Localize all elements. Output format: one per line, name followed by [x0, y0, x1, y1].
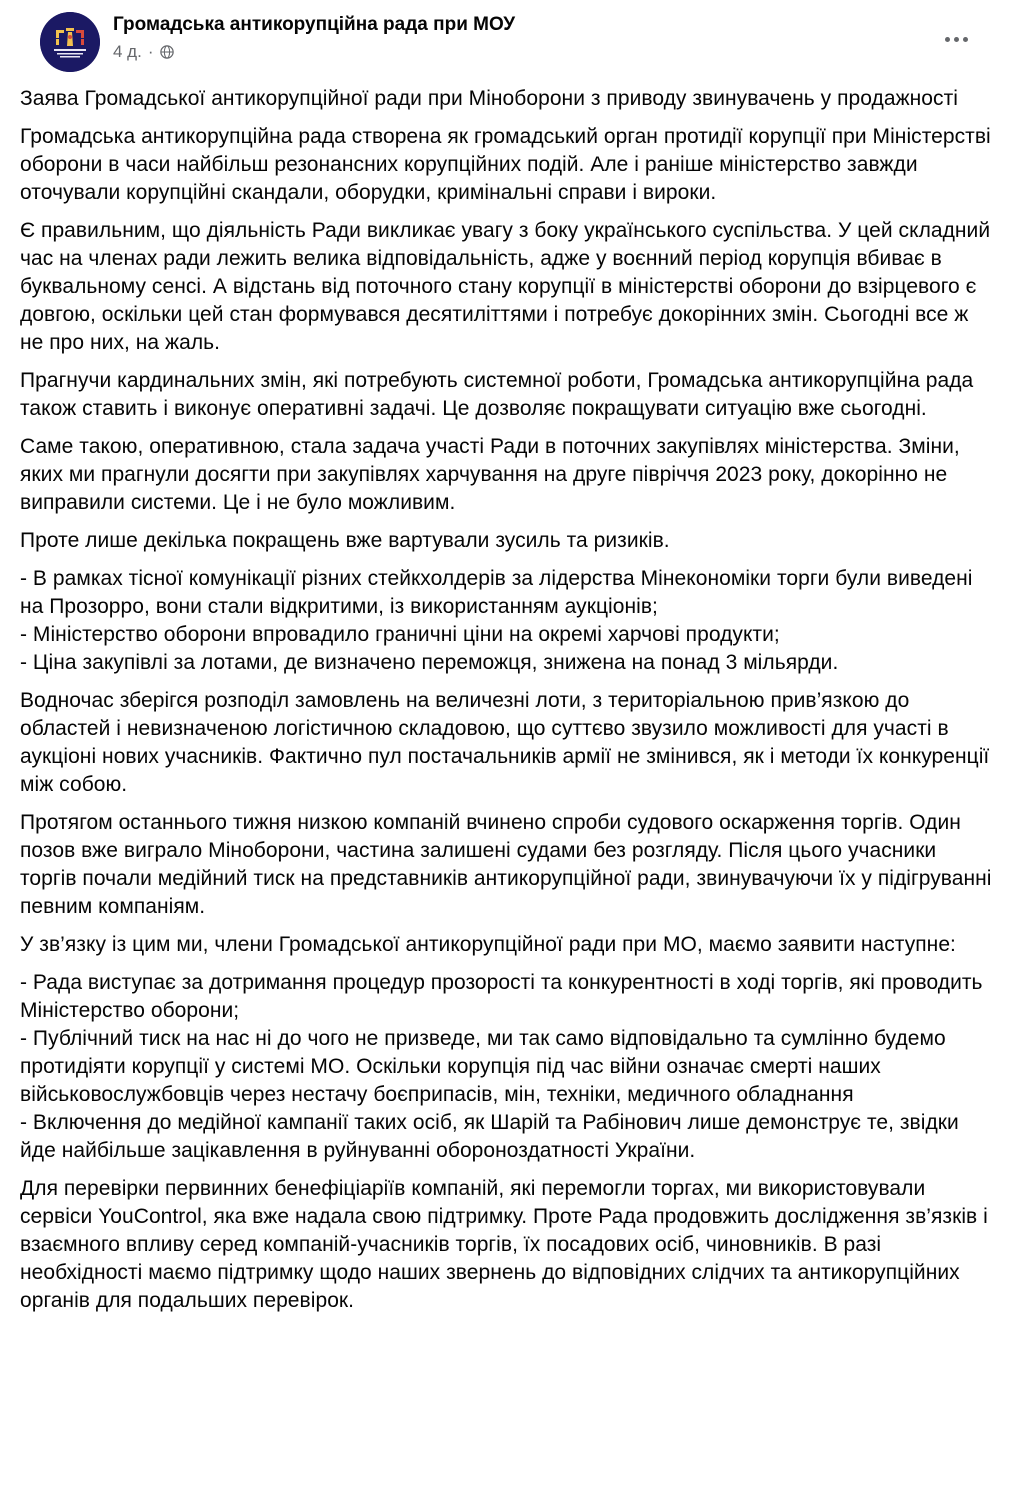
globe-icon[interactable]	[160, 45, 174, 59]
post-paragraph: - Рада виступає за дотримання процедур прозорості та конкурентності в ході торгів, які проводить Міністерство оборони; - Публічний тиск на нас ні до чого не призведе, ми так само відповідально та сумлінно будемо протидіяти корупції у системі МО. Оскільки корупція під час війни означає смерті наших військовослужбовців через нестачу боєприпасів, мін, техніки, медичного обладнання - Включення до медійної кампанії таких осіб, як Шарій та Рабінович лише демонструє те, звідки йде найбільше зацікавлення в руйнуванні обороноздатності України.	[20, 971, 983, 1162]
page-avatar[interactable]	[40, 12, 100, 72]
post-paragraph: Громадська антикорупційна рада створена як громадський орган протидії корупції при Міністерстві оборони в часи найбільш резонансних корупційних подій. Але і раніше міністерство завжди оточували корупційні скандали, оборудки, кримінальні справи і вироки.	[20, 125, 991, 204]
post-paragraph: Прагнучи кардинальних змін, які потребують системної роботи, Громадська антикорупційна рада також ставить і виконує оперативні задачі. Це дозволяє покращувати ситуацію вже сьогодні.	[20, 369, 974, 420]
more-options-button[interactable]	[938, 24, 974, 54]
post-paragraph: Водночас зберігся розподіл замовлень на величезні лоти, з територіальною прив’язкою до областей і невизначеною логістичною складовою, що суттєво звузило можливості для участі в аукціоні нових учасників. Фактично пул постачальників армії не змінився, як і методи їх конкуренції між собою.	[20, 689, 990, 796]
page-name[interactable]: Громадська антикорупційна рада при МОУ	[113, 14, 516, 35]
meta-separator: ·	[147, 42, 154, 61]
post-paragraph: Є правильним, що діяльність Ради викликає увагу з боку українського суспільства. У цей складний час на членах ради лежить велика відповідальність, адже у воєнний період корупція вбиває в буквальному сенсі. А відстань від поточного стану корупції в міністерстві оборони до взірцевого є довгою, оскільки цей стан формувався десятиліттями і потребує докорінних змін. Сьогодні все ж не про них, на жаль.	[20, 219, 991, 354]
post-paragraph: Саме такою, оперативною, стала задача участі Ради в поточних закупівлях міністерства. Зміни, яких ми прагнули досягти при закупівлях харчування на друге півріччя 2023 року, докорінно не виправили системи. Це і не було можливим.	[20, 435, 960, 514]
post-body	[20, 85, 995, 1325]
post-paragraph: - В рамках тісної комунікації різних стейкхолдерів за лідерства Мінекономіки торги були виведені на Прозорро, вони стали відкритими, із використанням аукціонів; - Міністерство оборони впровадило граничні ціни на окремі харчові продукти; - Ціна закупівлі за лотами, де визначено переможця, знижена на понад 3 мільярди.	[20, 567, 973, 674]
council-emblem-logo	[40, 12, 100, 72]
more-horizontal-icon	[945, 37, 968, 42]
post-header	[20, 0, 992, 82]
post-paragraph: Протягом останнього тижня низкою компаній вчинено спроби судового оскарження торгів. Один позов вже виграло Міноборони, частина залишені судами без розгляду. Після цього учасники торгів почали медійний тиск на представників антикорупційної ради, звинувачуючи їх у підігруванні певним компаніям.	[20, 811, 992, 918]
post-paragraph: Заява Громадської антикорупційної ради при Міноборони з приводу звинувачень у продажності	[20, 87, 958, 110]
post-paragraph: Проте лише декілька покращень вже вартували зусиль та ризиків.	[20, 529, 670, 552]
post-paragraph: Для перевірки первинних бенефіціаріїв компаній, які перемогли торгах, ми використовували сервіси YouControl, яка вже надала свою підтримку. Проте Рада продовжить дослідження зв’язків і взаємного впливу серед компаній-учасників торгів, їх посадових осіб, чиновників. В разі необхідності маємо підтримку щодо наших звернень до відповідних слідчих та антикорупційних органів для подальших перевірок.	[20, 1177, 988, 1312]
post-timestamp[interactable]: 4 д.	[113, 42, 142, 61]
post-paragraph: У зв’язку із цим ми, члени Громадської антикорупційної ради при МО, маємо заявити наступне:	[20, 933, 956, 956]
post-meta	[113, 42, 174, 62]
